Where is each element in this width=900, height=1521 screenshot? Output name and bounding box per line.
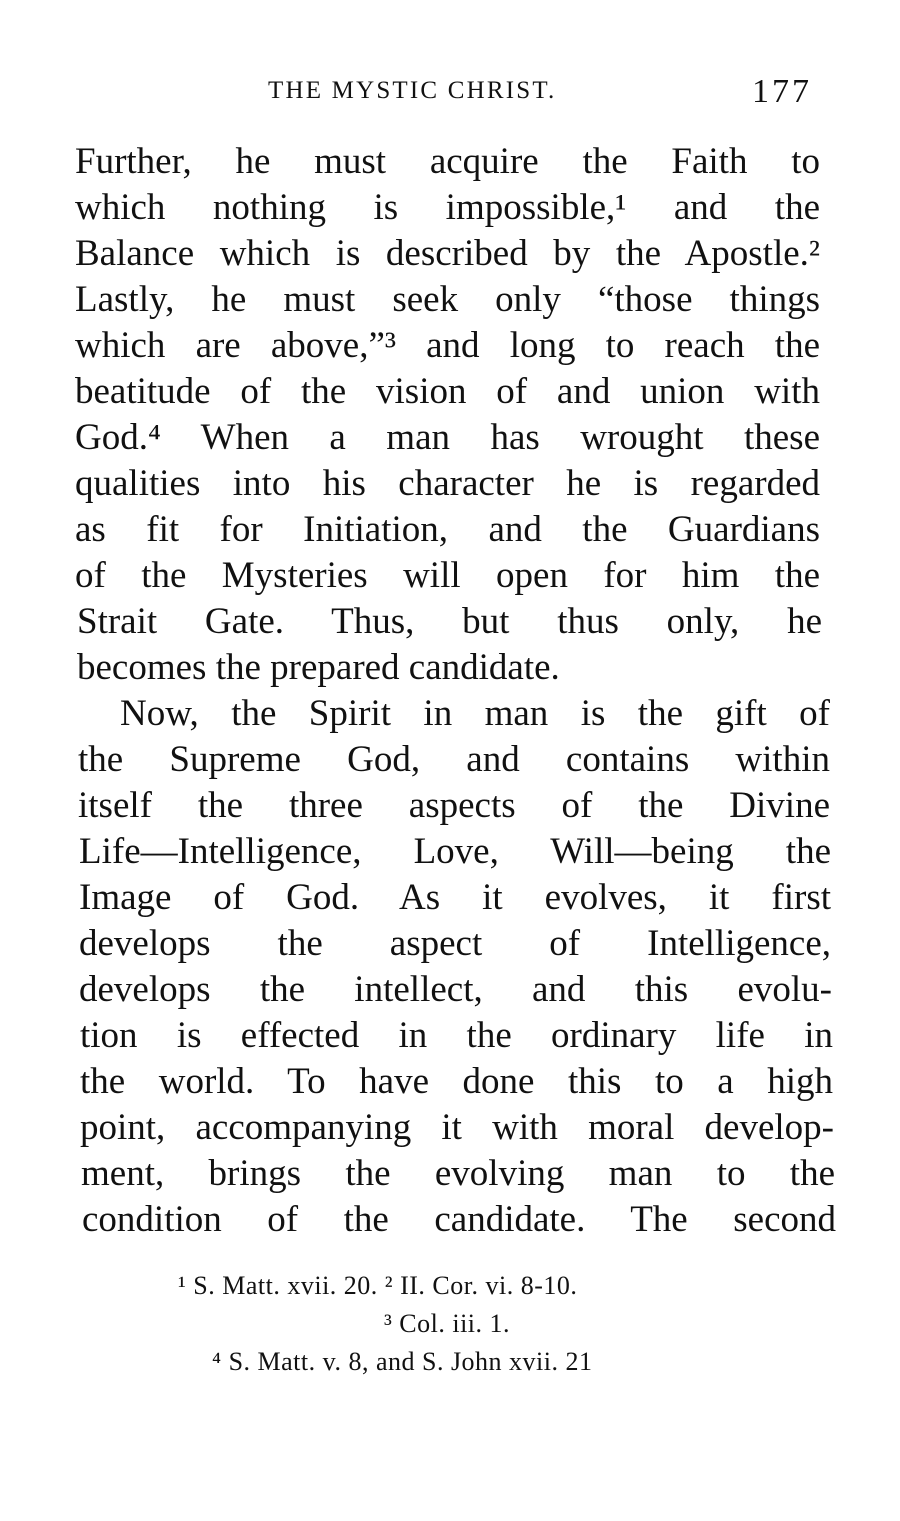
text-line: ment, brings the evolving man to the [81,1153,835,1194]
text-line: becomes the prepared candidate. [77,647,560,688]
footnote-line: ³ Col. iii. 1. [384,1309,511,1338]
text-line: Strait Gate. Thus, but thus only, he [77,601,822,642]
text-line: beatitude of the vision of and union with [75,371,820,412]
footnote-line: ⁴ S. Matt. v. 8, and S. John xvii. 21 [212,1347,593,1376]
text-line: as fit for Initiation, and the Guardians [75,509,820,550]
text-line: Image of God. As it evolves, it first [79,877,831,918]
text-line: Life—Intelligence, Love, Will—being the [79,831,831,872]
text-line: Further, he must acquire the Faith to [75,141,820,182]
text-line: Now, the Spirit in man is the gift of [120,693,830,734]
running-header [0,72,900,112]
text-line: which nothing is impossible,¹ and the [75,187,820,228]
text-line: which are above,”³ and long to reach the [75,325,820,366]
running-title: THE MYSTIC CHRIST. [268,77,557,104]
text-line: develops the aspect of Intelligence, [79,923,831,964]
text-line: God.⁴ When a man has wrought these [75,417,820,458]
footnote-line: ¹ S. Matt. xvii. 20. ² II. Cor. vi. 8-10. [178,1271,578,1300]
text-line: condition of the candidate. The second [82,1199,836,1240]
text-line: Balance which is described by the Apostle.² [75,233,820,274]
text-line: Lastly, he must seek only “those things [75,279,820,320]
page-number: 177 [752,73,812,110]
text-line: of the Mysteries will open for him the [75,555,820,596]
text-line: itself the three aspects of the Divine [78,785,830,826]
text-line: the Supreme God, and contains within [78,739,830,780]
text-line: point, accompanying it with moral develop- [80,1107,834,1148]
text-line: the world. To have done this to a high [80,1061,833,1102]
text-line: tion is effected in the ordinary life in [80,1015,833,1056]
text-line: qualities into his character he is regarded [75,463,820,504]
text-line: develops the intellect, and this evolu- [79,969,832,1010]
